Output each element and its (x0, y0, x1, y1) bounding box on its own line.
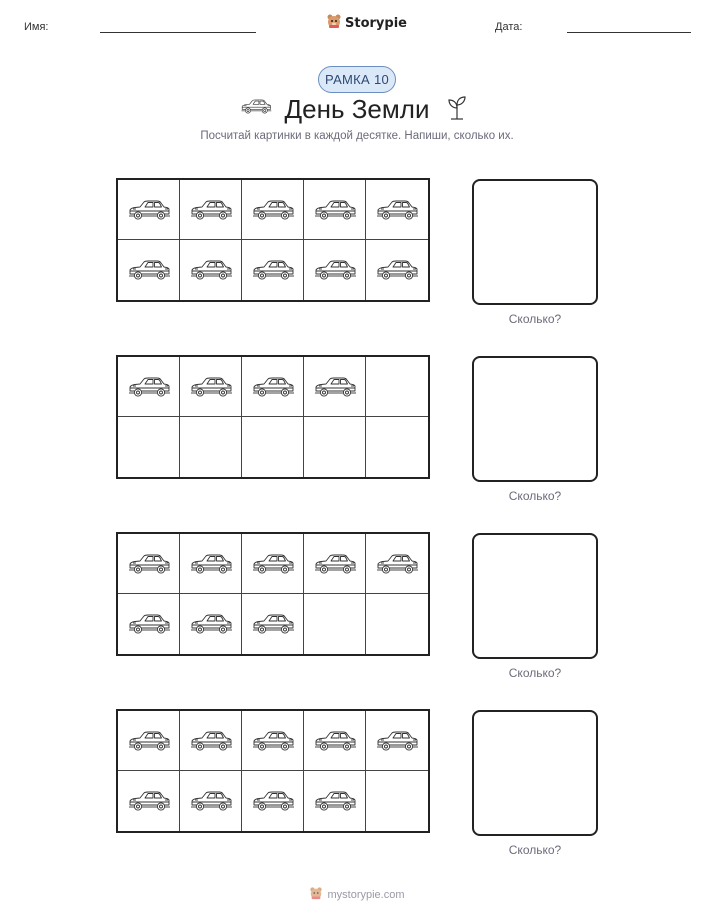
bear-mascot-icon (326, 13, 342, 33)
car-icon (127, 197, 171, 223)
bear-mascot-icon (309, 886, 323, 903)
ten-frame-cell (366, 594, 428, 654)
ten-frame-cell (304, 240, 366, 300)
ten-frame-cell (366, 711, 428, 771)
ten-frame-cell (366, 240, 428, 300)
ten-frame-cell (118, 240, 180, 300)
car-icon (375, 551, 419, 577)
ten-frame-cell (180, 417, 242, 477)
ten-frame-cell (180, 534, 242, 594)
ten-frame-cell (118, 357, 180, 417)
ten-frame-cell (304, 180, 366, 240)
car-icon (251, 551, 295, 577)
car-icon (127, 374, 171, 400)
ten-frame-cell (242, 417, 304, 477)
ten-frame-3 (116, 532, 430, 656)
car-icon (251, 374, 295, 400)
ten-frame-2 (116, 355, 430, 479)
how-many-label: Сколько? (508, 312, 562, 326)
car-icon (189, 788, 233, 814)
how-many-label: Сколько? (508, 666, 562, 680)
name-label: Имя: (24, 21, 49, 33)
ten-frame-cell (242, 771, 304, 831)
car-icon (189, 257, 233, 283)
ten-frame-cell (366, 771, 428, 831)
ten-frame-cell (304, 417, 366, 477)
footer-url[interactable]: mystorypie.com (327, 888, 405, 901)
car-icon (251, 257, 295, 283)
name-line[interactable] (100, 32, 256, 33)
ten-frame-cell (180, 771, 242, 831)
ten-frame-cell (304, 357, 366, 417)
ten-frame-cell (242, 180, 304, 240)
answer-box[interactable] (472, 356, 598, 482)
how-many-label: Сколько? (508, 843, 562, 857)
ten-frame-cell (366, 180, 428, 240)
car-icon (127, 728, 171, 754)
ten-frame-cell (304, 771, 366, 831)
date-label: Дата: (495, 21, 523, 33)
sprout-icon (446, 94, 468, 125)
ten-frame-cell (366, 357, 428, 417)
ten-frame-cell (118, 711, 180, 771)
answer-box[interactable] (472, 533, 598, 659)
ten-frame-cell (180, 711, 242, 771)
ten-frame-cell (242, 594, 304, 654)
ten-frame-4 (116, 709, 430, 833)
date-line[interactable] (567, 32, 691, 33)
car-icon (251, 197, 295, 223)
ten-frame-cell (304, 534, 366, 594)
car-icon (189, 197, 233, 223)
car-icon (189, 374, 233, 400)
car-icon (313, 728, 357, 754)
instructions: Посчитай картинки в каждой десятке. Напиши, сколько их. (200, 130, 514, 142)
car-icon (127, 788, 171, 814)
ten-frame-cell (180, 594, 242, 654)
ten-frame-cell (242, 711, 304, 771)
car-icon (313, 374, 357, 400)
footer (0, 886, 714, 903)
answer-box[interactable] (472, 710, 598, 836)
ten-frame-1 (116, 178, 430, 302)
ten-frame-cell (180, 180, 242, 240)
car-icon (313, 788, 357, 814)
car-icon (189, 611, 233, 637)
frame-badge: РАМКА 10 (318, 66, 396, 93)
car-icon (127, 257, 171, 283)
ten-frame-cell (118, 417, 180, 477)
car-icon (313, 197, 357, 223)
ten-frame-cell (304, 594, 366, 654)
brand-logo (326, 13, 407, 33)
ten-frame-cell (118, 771, 180, 831)
car-icon (189, 551, 233, 577)
ten-frame-cell (118, 180, 180, 240)
car-icon (375, 257, 419, 283)
ten-frame-cell (118, 534, 180, 594)
answer-box[interactable] (472, 179, 598, 305)
ten-frame-cell (366, 417, 428, 477)
car-icon (127, 611, 171, 637)
ten-frame-cell (242, 357, 304, 417)
car-icon (251, 788, 295, 814)
ten-frame-cell (242, 240, 304, 300)
page-title: День Земли (284, 94, 430, 124)
car-icon (189, 728, 233, 754)
how-many-label: Сколько? (508, 489, 562, 503)
car-icon (375, 728, 419, 754)
car-icon (375, 197, 419, 223)
car-icon (127, 551, 171, 577)
car-icon (251, 611, 295, 637)
ten-frame-cell (366, 534, 428, 594)
ten-frame-cell (180, 240, 242, 300)
car-icon (251, 728, 295, 754)
brand-name: Storypie (345, 15, 407, 31)
car-icon (313, 257, 357, 283)
ten-frame-cell (118, 594, 180, 654)
car-icon (313, 551, 357, 577)
ten-frame-cell (304, 711, 366, 771)
ten-frame-cell (242, 534, 304, 594)
ten-frame-cell (180, 357, 242, 417)
